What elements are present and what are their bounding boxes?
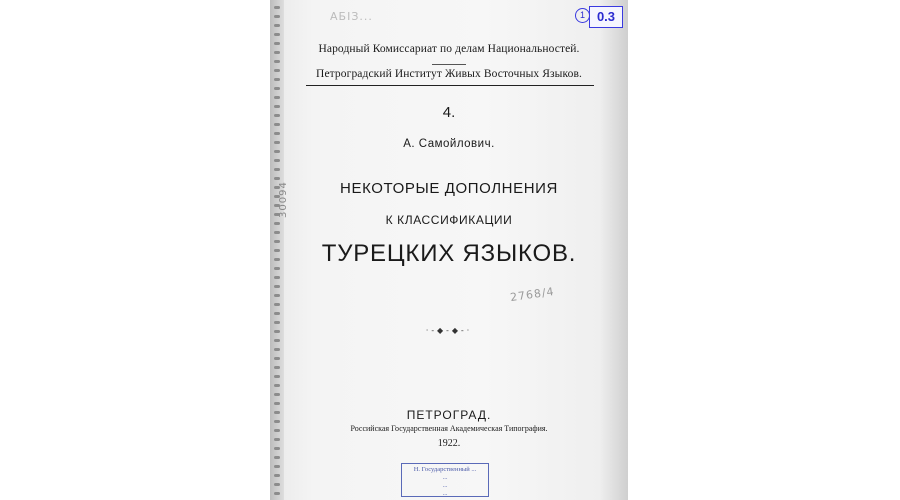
header-line-2: Петроградский Институт Живых Восточных Языков. — [316, 68, 582, 80]
stamp-line: ... — [442, 474, 448, 481]
header-divider-short — [432, 64, 466, 65]
binding-hole — [274, 60, 280, 63]
stamp-line: Н. Государственный ... — [413, 466, 477, 473]
binding-hole — [274, 33, 280, 36]
binding-hole — [274, 24, 280, 27]
binding-hole — [274, 123, 280, 126]
pencil-note-right: 2768/4 — [509, 284, 556, 305]
binding-hole — [274, 465, 280, 468]
binding-hole — [274, 15, 280, 18]
ornament-divider: ·-◆-◆-· — [425, 326, 473, 335]
stamp-line: ... — [442, 490, 448, 497]
binding-hole — [274, 231, 280, 234]
title-line-3: ТУРЕЦКИХ ЯЗЫКОВ. — [321, 240, 577, 267]
pencil-note-top: ΑБΙЗ... — [330, 10, 373, 23]
shelfmark-label: 0.3 — [589, 6, 623, 28]
binding-hole — [274, 483, 280, 486]
binding-hole — [274, 339, 280, 342]
binding-hole — [274, 6, 280, 9]
binding-hole — [274, 159, 280, 162]
header-line-1: Народный Комиссариат по делам Национальностей. — [318, 43, 580, 55]
binding-hole — [274, 132, 280, 135]
author-name: А. Самойлович. — [403, 138, 495, 150]
binding-hole — [274, 366, 280, 369]
binding-hole — [274, 276, 280, 279]
binding-hole — [274, 384, 280, 387]
stamp-line: ... — [442, 482, 448, 489]
binding-hole — [274, 474, 280, 477]
binding-hole — [274, 303, 280, 306]
binding-hole — [274, 393, 280, 396]
binding-hole — [274, 150, 280, 153]
library-stamp — [401, 463, 489, 497]
binding-hole — [274, 168, 280, 171]
series-number: 4. — [442, 104, 456, 121]
binding-hole — [274, 357, 280, 360]
title-line-1: НЕКОТОРЫЕ ДОПОЛНЕНИЯ — [340, 180, 558, 197]
binding-hole — [274, 285, 280, 288]
binding-hole — [274, 456, 280, 459]
binding-hole — [274, 321, 280, 324]
title-line-2: К КЛАССИФИКАЦИИ — [385, 213, 513, 227]
circled-number: 1 — [575, 8, 590, 23]
binding-hole — [274, 294, 280, 297]
imprint-printer: Российская Государственная Академическая Типография. — [350, 424, 548, 433]
binding-hole — [274, 492, 280, 495]
header-divider-long — [306, 85, 594, 86]
binding-hole — [274, 312, 280, 315]
imprint-year: 1922. — [437, 438, 461, 449]
binding-hole — [274, 375, 280, 378]
title-page — [270, 0, 628, 500]
pencil-note-side: 30094 — [278, 181, 289, 218]
binding-hole — [274, 402, 280, 405]
binding-hole — [274, 96, 280, 99]
imprint-city: ПЕТРОГРАД. — [406, 408, 492, 422]
binding-hole — [274, 348, 280, 351]
binding-hole — [274, 87, 280, 90]
